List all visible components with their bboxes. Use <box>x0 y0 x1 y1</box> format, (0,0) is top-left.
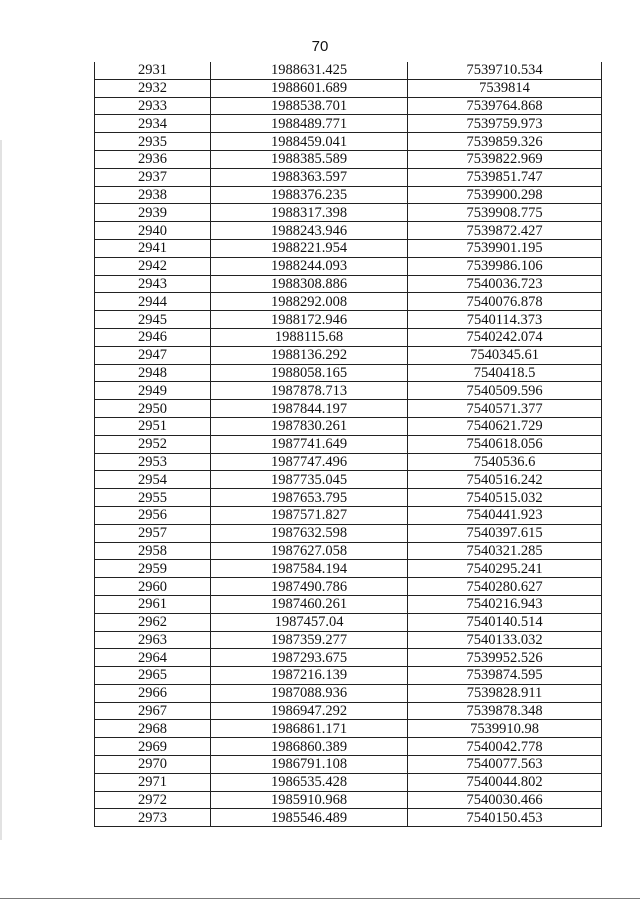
y-coordinate-cell: 7540571.377 <box>408 400 602 418</box>
table-row <box>95 97 602 115</box>
point-number-cell: 2953 <box>95 453 211 471</box>
y-coordinate-cell: 7540216.943 <box>408 595 602 613</box>
point-number-cell: 2968 <box>95 720 211 738</box>
y-coordinate-cell: 7540036.723 <box>408 275 602 293</box>
point-number-cell: 2946 <box>95 328 211 346</box>
point-number-cell: 2959 <box>95 560 211 578</box>
x-coordinate-cell: 1988631.425 <box>211 62 408 79</box>
table-row <box>95 382 602 400</box>
table-row <box>95 720 602 738</box>
point-number-cell: 2937 <box>95 168 211 186</box>
y-coordinate-cell: 7539900.298 <box>408 186 602 204</box>
table-row <box>95 506 602 524</box>
y-coordinate-cell: 7539872.427 <box>408 222 602 240</box>
point-number-cell: 2935 <box>95 133 211 151</box>
table-row <box>95 524 602 542</box>
point-number-cell: 2964 <box>95 649 211 667</box>
x-coordinate-cell: 1988363.597 <box>211 168 408 186</box>
x-coordinate-cell: 1987216.139 <box>211 667 408 685</box>
table-row <box>95 275 602 293</box>
table-row <box>95 346 602 364</box>
x-coordinate-cell: 1987457.04 <box>211 613 408 631</box>
point-number-cell: 2938 <box>95 186 211 204</box>
x-coordinate-cell: 1987584.194 <box>211 560 408 578</box>
point-number-cell: 2942 <box>95 257 211 275</box>
y-coordinate-cell: 7539859.326 <box>408 133 602 151</box>
x-coordinate-cell: 1988243.946 <box>211 222 408 240</box>
y-coordinate-cell: 7540077.563 <box>408 756 602 774</box>
x-coordinate-cell: 1987653.795 <box>211 489 408 507</box>
y-coordinate-cell: 7539851.747 <box>408 168 602 186</box>
x-coordinate-cell: 1987627.058 <box>211 542 408 560</box>
x-coordinate-cell: 1988115.68 <box>211 328 408 346</box>
x-coordinate-cell: 1987359.277 <box>211 631 408 649</box>
point-number-cell: 2945 <box>95 311 211 329</box>
x-coordinate-cell: 1987878.713 <box>211 382 408 400</box>
table-row <box>95 631 602 649</box>
x-coordinate-cell: 1988308.886 <box>211 275 408 293</box>
point-number-cell: 2966 <box>95 684 211 702</box>
y-coordinate-cell: 7539764.868 <box>408 97 602 115</box>
table-row <box>95 150 602 168</box>
x-coordinate-cell: 1987844.197 <box>211 400 408 418</box>
y-coordinate-cell: 7539952.526 <box>408 649 602 667</box>
table-row <box>95 62 602 79</box>
table-row <box>95 239 602 257</box>
point-number-cell: 2948 <box>95 364 211 382</box>
y-coordinate-cell: 7539901.195 <box>408 239 602 257</box>
table-row <box>95 578 602 596</box>
x-coordinate-cell: 1987293.675 <box>211 649 408 667</box>
coordinates-table <box>94 62 602 827</box>
y-coordinate-cell: 7540345.61 <box>408 346 602 364</box>
point-number-cell: 2949 <box>95 382 211 400</box>
table-row <box>95 115 602 133</box>
table-row <box>95 809 602 827</box>
table-row <box>95 791 602 809</box>
point-number-cell: 2943 <box>95 275 211 293</box>
table-row <box>95 79 602 97</box>
y-coordinate-cell: 7540509.596 <box>408 382 602 400</box>
y-coordinate-cell: 7540295.241 <box>408 560 602 578</box>
y-coordinate-cell: 7539874.595 <box>408 667 602 685</box>
x-coordinate-cell: 1986861.171 <box>211 720 408 738</box>
scan-edge-shadow <box>0 140 2 840</box>
point-number-cell: 2971 <box>95 773 211 791</box>
table-row <box>95 453 602 471</box>
x-coordinate-cell: 1987741.649 <box>211 435 408 453</box>
table-row <box>95 613 602 631</box>
x-coordinate-cell: 1988601.689 <box>211 79 408 97</box>
x-coordinate-cell: 1988317.398 <box>211 204 408 222</box>
point-number-cell: 2958 <box>95 542 211 560</box>
table-row <box>95 595 602 613</box>
y-coordinate-cell: 7539822.969 <box>408 150 602 168</box>
y-coordinate-cell: 7540140.514 <box>408 613 602 631</box>
point-number-cell: 2962 <box>95 613 211 631</box>
point-number-cell: 2951 <box>95 417 211 435</box>
x-coordinate-cell: 1988538.701 <box>211 97 408 115</box>
table-row <box>95 133 602 151</box>
point-number-cell: 2961 <box>95 595 211 613</box>
page-bottom-border <box>0 898 640 899</box>
point-number-cell: 2960 <box>95 578 211 596</box>
point-number-cell: 2954 <box>95 471 211 489</box>
point-number-cell: 2956 <box>95 506 211 524</box>
point-number-cell: 2950 <box>95 400 211 418</box>
y-coordinate-cell: 7540114.373 <box>408 311 602 329</box>
point-number-cell: 2944 <box>95 293 211 311</box>
table-row <box>95 328 602 346</box>
x-coordinate-cell: 1987632.598 <box>211 524 408 542</box>
y-coordinate-cell: 7539759.973 <box>408 115 602 133</box>
x-coordinate-cell: 1986860.389 <box>211 738 408 756</box>
y-coordinate-cell: 7539828.911 <box>408 684 602 702</box>
table-row <box>95 684 602 702</box>
point-number-cell: 2955 <box>95 489 211 507</box>
x-coordinate-cell: 1988221.954 <box>211 239 408 257</box>
x-coordinate-cell: 1988136.292 <box>211 346 408 364</box>
y-coordinate-cell: 7540242.074 <box>408 328 602 346</box>
point-number-cell: 2969 <box>95 738 211 756</box>
table-row <box>95 756 602 774</box>
x-coordinate-cell: 1988244.093 <box>211 257 408 275</box>
table-row <box>95 738 602 756</box>
table-row <box>95 702 602 720</box>
x-coordinate-cell: 1988376.235 <box>211 186 408 204</box>
table-row <box>95 204 602 222</box>
x-coordinate-cell: 1985910.968 <box>211 791 408 809</box>
coordinates-table-body <box>95 62 602 827</box>
y-coordinate-cell: 7540280.627 <box>408 578 602 596</box>
table-row <box>95 311 602 329</box>
table-row <box>95 471 602 489</box>
y-coordinate-cell: 7539986.106 <box>408 257 602 275</box>
x-coordinate-cell: 1987735.045 <box>211 471 408 489</box>
x-coordinate-cell: 1988385.589 <box>211 150 408 168</box>
table-row <box>95 364 602 382</box>
point-number-cell: 2941 <box>95 239 211 257</box>
table-row <box>95 168 602 186</box>
point-number-cell: 2972 <box>95 791 211 809</box>
point-number-cell: 2947 <box>95 346 211 364</box>
table-row <box>95 489 602 507</box>
point-number-cell: 2967 <box>95 702 211 720</box>
point-number-cell: 2965 <box>95 667 211 685</box>
table-row <box>95 435 602 453</box>
y-coordinate-cell: 7540076.878 <box>408 293 602 311</box>
x-coordinate-cell: 1986535.428 <box>211 773 408 791</box>
coordinates-table-container <box>94 62 601 827</box>
y-coordinate-cell: 7539908.775 <box>408 204 602 222</box>
table-row <box>95 667 602 685</box>
x-coordinate-cell: 1987571.827 <box>211 506 408 524</box>
y-coordinate-cell: 7540150.453 <box>408 809 602 827</box>
y-coordinate-cell: 7540030.466 <box>408 791 602 809</box>
x-coordinate-cell: 1988292.008 <box>211 293 408 311</box>
y-coordinate-cell: 7540042.778 <box>408 738 602 756</box>
table-row <box>95 773 602 791</box>
x-coordinate-cell: 1988172.946 <box>211 311 408 329</box>
y-coordinate-cell: 7540515.032 <box>408 489 602 507</box>
table-row <box>95 400 602 418</box>
x-coordinate-cell: 1986791.108 <box>211 756 408 774</box>
x-coordinate-cell: 1988459.041 <box>211 133 408 151</box>
point-number-cell: 2932 <box>95 79 211 97</box>
x-coordinate-cell: 1987460.261 <box>211 595 408 613</box>
point-number-cell: 2934 <box>95 115 211 133</box>
x-coordinate-cell: 1987830.261 <box>211 417 408 435</box>
table-row <box>95 417 602 435</box>
x-coordinate-cell: 1987490.786 <box>211 578 408 596</box>
point-number-cell: 2952 <box>95 435 211 453</box>
y-coordinate-cell: 7540133.032 <box>408 631 602 649</box>
point-number-cell: 2940 <box>95 222 211 240</box>
y-coordinate-cell: 7540044.802 <box>408 773 602 791</box>
table-row <box>95 257 602 275</box>
table-row <box>95 186 602 204</box>
table-row <box>95 222 602 240</box>
x-coordinate-cell: 1988489.771 <box>211 115 408 133</box>
table-row <box>95 293 602 311</box>
table-row <box>95 560 602 578</box>
point-number-cell: 2936 <box>95 150 211 168</box>
point-number-cell: 2933 <box>95 97 211 115</box>
y-coordinate-cell: 7539910.98 <box>408 720 602 738</box>
y-coordinate-cell: 7539878.348 <box>408 702 602 720</box>
x-coordinate-cell: 1988058.165 <box>211 364 408 382</box>
x-coordinate-cell: 1985546.489 <box>211 809 408 827</box>
x-coordinate-cell: 1986947.292 <box>211 702 408 720</box>
y-coordinate-cell: 7540397.615 <box>408 524 602 542</box>
page-number: 70 <box>311 38 329 55</box>
point-number-cell: 2973 <box>95 809 211 827</box>
table-row <box>95 542 602 560</box>
y-coordinate-cell: 7540516.242 <box>408 471 602 489</box>
point-number-cell: 2970 <box>95 756 211 774</box>
point-number-cell: 2939 <box>95 204 211 222</box>
y-coordinate-cell: 7540618.056 <box>408 435 602 453</box>
y-coordinate-cell: 7539710.534 <box>408 62 602 79</box>
y-coordinate-cell: 7540441.923 <box>408 506 602 524</box>
y-coordinate-cell: 7540621.729 <box>408 417 602 435</box>
point-number-cell: 2931 <box>95 62 211 79</box>
table-row <box>95 649 602 667</box>
y-coordinate-cell: 7540536.6 <box>408 453 602 471</box>
y-coordinate-cell: 7540418.5 <box>408 364 602 382</box>
x-coordinate-cell: 1987088.936 <box>211 684 408 702</box>
x-coordinate-cell: 1987747.496 <box>211 453 408 471</box>
point-number-cell: 2957 <box>95 524 211 542</box>
point-number-cell: 2963 <box>95 631 211 649</box>
y-coordinate-cell: 7539814 <box>408 79 602 97</box>
y-coordinate-cell: 7540321.285 <box>408 542 602 560</box>
